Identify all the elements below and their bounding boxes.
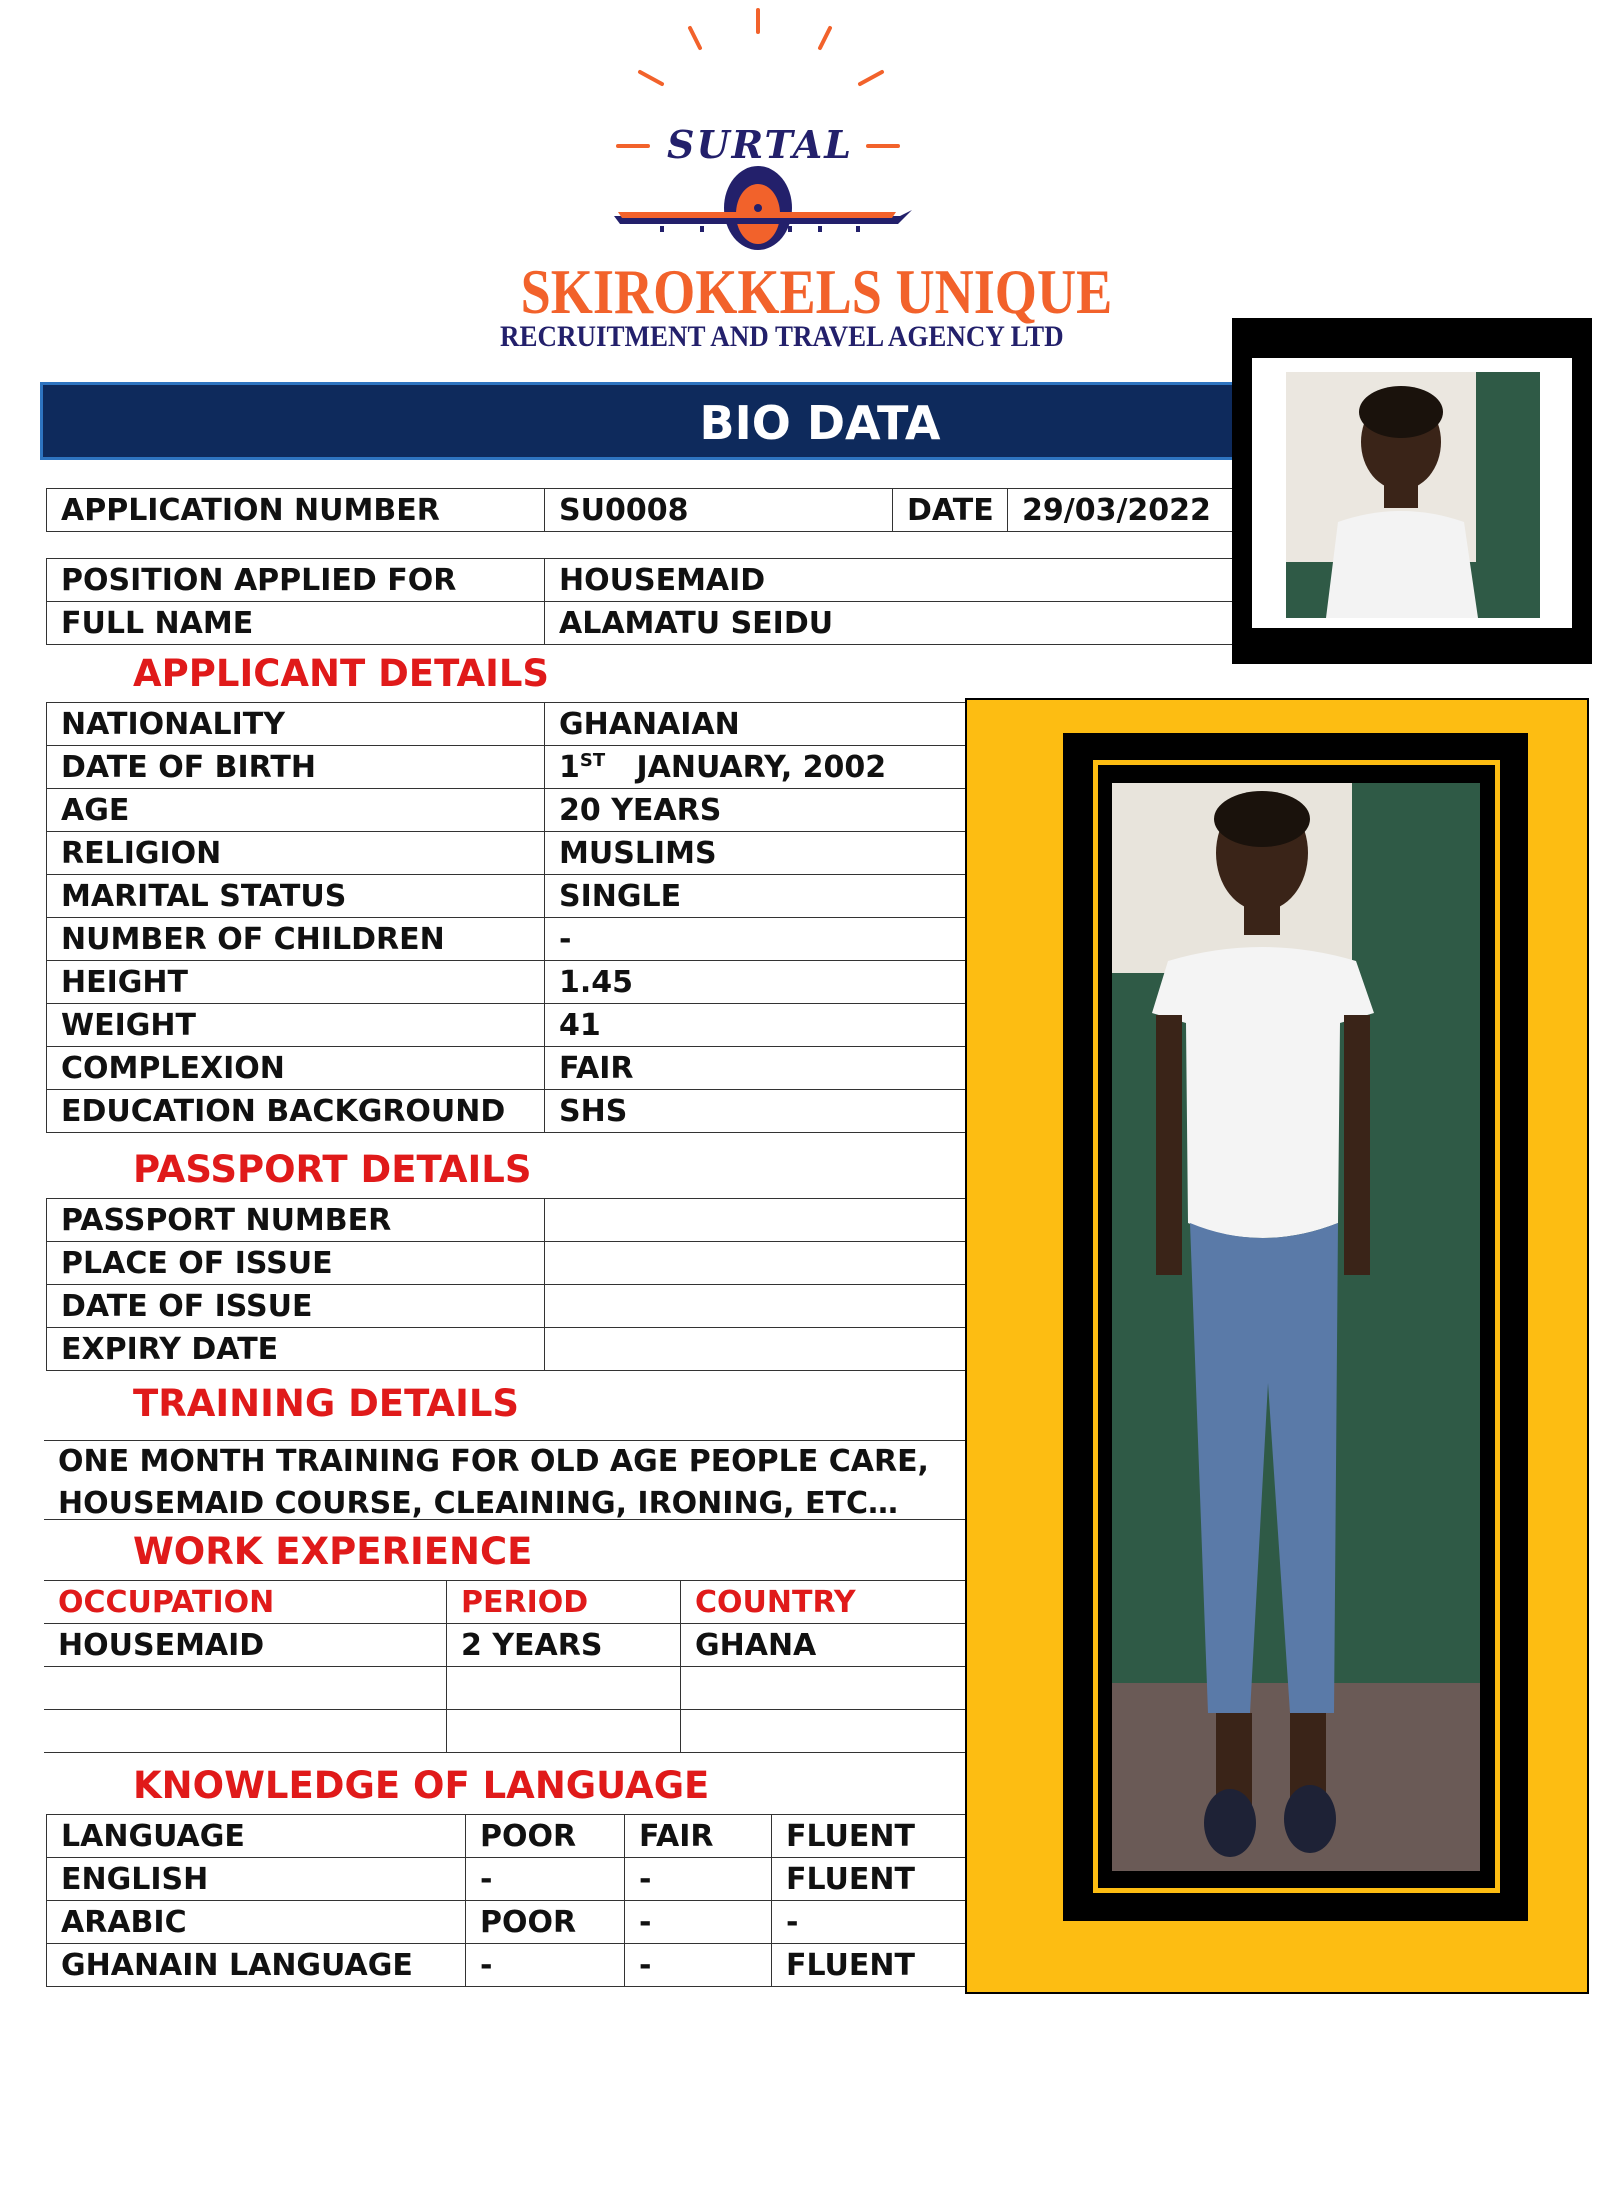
cell-occupation	[44, 1667, 447, 1710]
row-value	[545, 1242, 968, 1285]
applicant-details-heading: APPLICANT DETAILS	[133, 652, 550, 695]
table-row	[44, 1624, 966, 1667]
row-label: NATIONALITY	[47, 703, 545, 746]
cell-fluent: FLUENT	[772, 1944, 969, 1987]
work-experience-heading: WORK EXPERIENCE	[133, 1530, 533, 1573]
application-number-label: APPLICATION NUMBER	[47, 489, 545, 532]
row-label: EDUCATION BACKGROUND	[47, 1090, 545, 1133]
table-row	[47, 1285, 968, 1328]
cell-country	[681, 1710, 967, 1753]
row-label: RELIGION	[47, 832, 545, 875]
training-details-heading: TRAINING DETAILS	[133, 1382, 520, 1425]
full-name-label: FULL NAME	[47, 602, 545, 645]
table-row	[47, 875, 968, 918]
row-label: DATE OF ISSUE	[47, 1285, 545, 1328]
application-number-value: SU0008	[545, 489, 893, 532]
full-body-photo	[1112, 783, 1480, 1871]
column-header-fluent: FLUENT	[772, 1815, 969, 1858]
cell-language: GHANAIN LANGUAGE	[47, 1944, 466, 1987]
position-table	[46, 558, 1234, 645]
row-value: -	[545, 918, 968, 961]
cell-occupation: HOUSEMAID	[44, 1624, 447, 1667]
table-row	[47, 1901, 969, 1944]
table-row	[47, 1004, 968, 1047]
table-row	[47, 1242, 968, 1285]
table-row	[47, 1047, 968, 1090]
full-name-value: ALAMATU SEIDU	[545, 602, 1234, 645]
date-label: DATE	[893, 489, 1008, 532]
date-value: 29/03/2022	[1008, 489, 1234, 532]
column-header-period: PERIOD	[447, 1581, 681, 1624]
row-value: 20 YEARS	[545, 789, 968, 832]
row-value: SHS	[545, 1090, 968, 1133]
company-name: SKIROKKELS UNIQUE	[520, 257, 1113, 327]
table-row	[47, 703, 968, 746]
cell-fair: -	[625, 1858, 772, 1901]
row-value: SINGLE	[545, 875, 968, 918]
dob-day: 1	[559, 749, 580, 785]
company-subtitle: RECRUITMENT AND TRAVEL AGENCY LTD	[500, 320, 1064, 353]
passport-photo	[1286, 372, 1540, 618]
cell-poor: POOR	[466, 1901, 625, 1944]
position-value: HOUSEMAID	[545, 559, 1234, 602]
cell-poor: -	[466, 1944, 625, 1987]
passport-details-heading: PASSPORT DETAILS	[133, 1148, 532, 1191]
table-row	[47, 1328, 968, 1371]
column-header-language: LANGUAGE	[47, 1815, 466, 1858]
column-header-fair: FAIR	[625, 1815, 772, 1858]
row-value: GHANAIAN	[545, 703, 968, 746]
row-label: MARITAL STATUS	[47, 875, 545, 918]
column-header-poor: POOR	[466, 1815, 625, 1858]
dob-suffix: ST	[579, 749, 606, 771]
table-row	[47, 1944, 969, 1987]
row-label: EXPIRY DATE	[47, 1328, 545, 1371]
row-label: NUMBER OF CHILDREN	[47, 918, 545, 961]
row-value	[545, 746, 968, 789]
cell-language: ENGLISH	[47, 1858, 466, 1901]
table-row	[47, 961, 968, 1004]
cell-country	[681, 1667, 967, 1710]
row-value	[545, 1199, 968, 1242]
cell-occupation	[44, 1710, 447, 1753]
training-details-box	[44, 1440, 966, 1520]
cell-period	[447, 1710, 681, 1753]
dob-month-year: JANUARY, 2002	[636, 749, 887, 785]
row-label: DATE OF BIRTH	[47, 746, 545, 789]
cell-country: GHANA	[681, 1624, 967, 1667]
row-value: 41	[545, 1004, 968, 1047]
row-label: HEIGHT	[47, 961, 545, 1004]
language-heading: KNOWLEDGE OF LANGUAGE	[133, 1764, 710, 1807]
work-experience-table	[44, 1580, 966, 1753]
cell-period	[447, 1667, 681, 1710]
page-title: BIO DATA	[699, 396, 941, 450]
table-header-row	[47, 1815, 969, 1858]
table-row	[47, 1199, 968, 1242]
row-label: PLACE OF ISSUE	[47, 1242, 545, 1285]
logo-wordmark: SURTAL	[667, 122, 853, 167]
training-line-1: ONE MONTH TRAINING FOR OLD AGE PEOPLE CARE,	[58, 1444, 929, 1479]
table-row	[47, 746, 968, 789]
training-line-2: HOUSEMAID COURSE, CLEAINING, IRONING, ETC…	[58, 1486, 898, 1521]
row-value: 1.45	[545, 961, 968, 1004]
table-row	[47, 1858, 969, 1901]
passport-details-table	[46, 1198, 968, 1371]
column-header-country: COUNTRY	[681, 1581, 967, 1624]
row-label: WEIGHT	[47, 1004, 545, 1047]
table-row	[47, 918, 968, 961]
position-label: POSITION APPLIED FOR	[47, 559, 545, 602]
row-value: MUSLIMS	[545, 832, 968, 875]
application-table	[46, 488, 1234, 532]
row-label: COMPLEXION	[47, 1047, 545, 1090]
table-header-row	[44, 1581, 966, 1624]
cell-fair: -	[625, 1944, 772, 1987]
table-row	[47, 832, 968, 875]
cell-period: 2 YEARS	[447, 1624, 681, 1667]
table-row	[47, 1090, 968, 1133]
row-label: AGE	[47, 789, 545, 832]
applicant-details-table	[46, 702, 968, 1133]
language-table	[46, 1814, 968, 1987]
cell-poor: -	[466, 1858, 625, 1901]
row-value	[545, 1285, 968, 1328]
row-value: FAIR	[545, 1047, 968, 1090]
cell-fluent: -	[772, 1901, 969, 1944]
cell-fluent: FLUENT	[772, 1858, 969, 1901]
table-row	[44, 1710, 966, 1753]
table-row	[47, 789, 968, 832]
table-row	[44, 1667, 966, 1710]
cell-fair: -	[625, 1901, 772, 1944]
column-header-occupation: OCCUPATION	[44, 1581, 447, 1624]
row-value	[545, 1328, 968, 1371]
cell-language: ARABIC	[47, 1901, 466, 1944]
row-label: PASSPORT NUMBER	[47, 1199, 545, 1242]
